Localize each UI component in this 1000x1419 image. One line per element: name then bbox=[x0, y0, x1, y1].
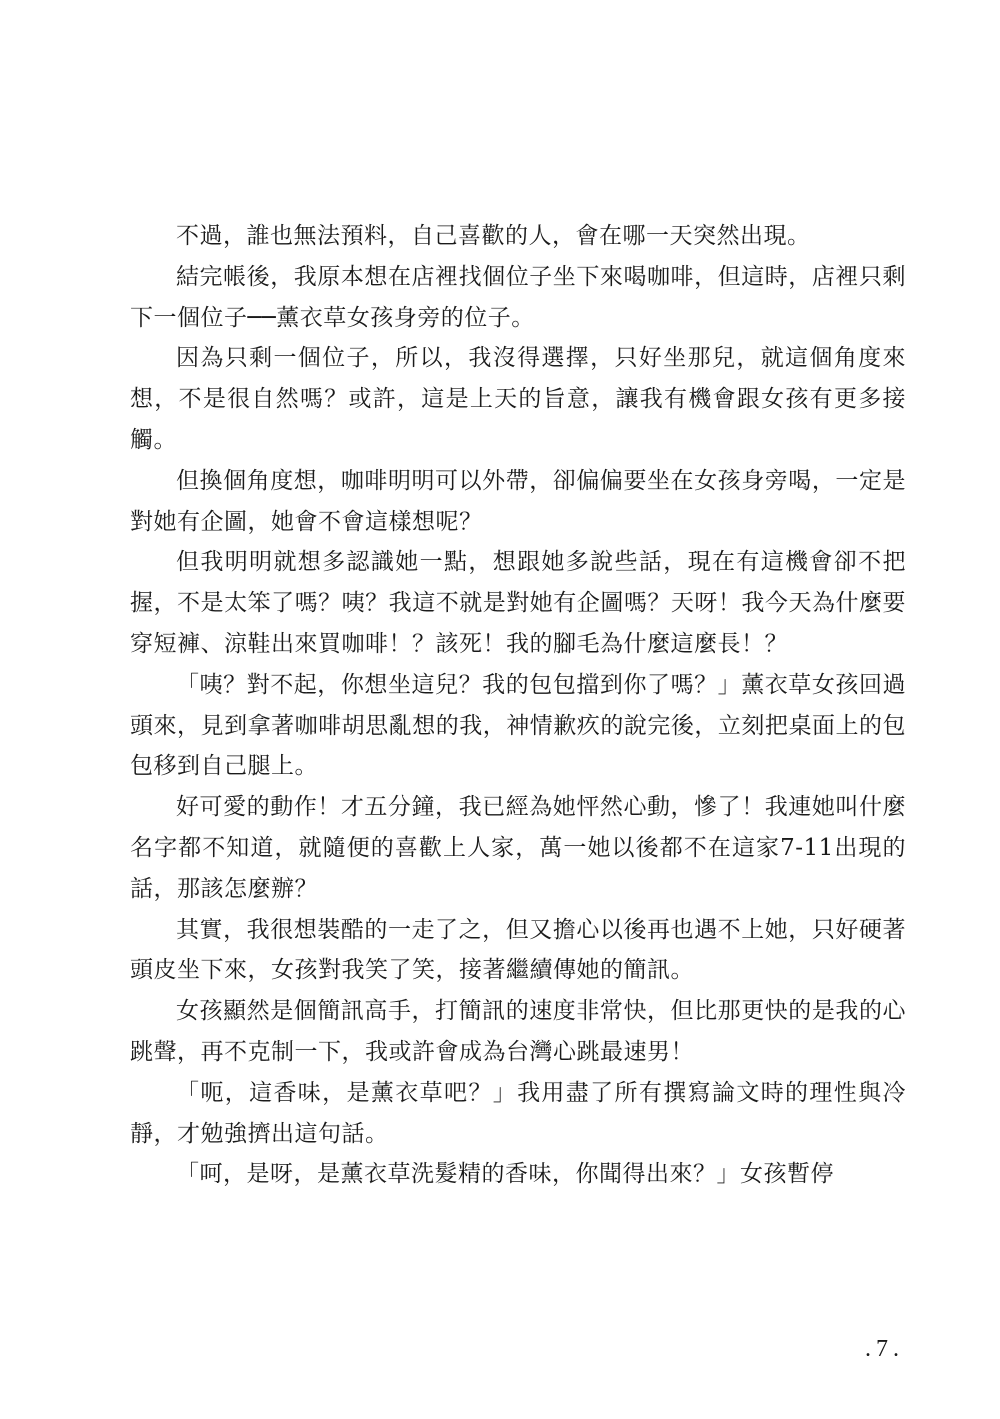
page-body bbox=[130, 216, 906, 1195]
paragraph: 「咦？對不起，你想坐這兒？我的包包擋到你了嗎？」薰衣草女孩回過頭來，見到拿著咖啡胡思亂想的我，神情歉疚的說完後，立刻把桌面上的包包移到自己腿上。 bbox=[130, 671, 906, 780]
paragraph: 其實，我很想裝酷的一走了之，但又擔心以後再也遇不上她，只好硬著頭皮坐下來，女孩對我笑了笑，接著繼續傳她的簡訊。 bbox=[130, 916, 906, 984]
paragraph: 因為只剩一個位子，所以，我沒得選擇，只好坐那兒，就這個角度來想，不是很自然嗎？或許，這是上天的旨意，讓我有機會跟女孩有更多接觸。 bbox=[130, 345, 906, 453]
paragraph: 「呵，是呀，是薰衣草洗髮精的香味，你聞得出來？」女孩暫停 bbox=[176, 1161, 834, 1188]
paragraph: 好可愛的動作！才五分鐘，我已經為她怦然心動，慘了！我連她叫什麼名字都不知道，就隨便的喜歡上人家，萬一她以後都不在這家7-11出現的話，那該怎麼辦？ bbox=[130, 794, 906, 902]
paragraph: 「呃，這香味，是薰衣草吧？」我用盡了所有撰寫論文時的理性與冷靜，才勉強擠出這句話。 bbox=[130, 1079, 906, 1147]
paragraph: 但換個角度想，咖啡明明可以外帶，卻偏偏要坐在女孩身旁喝，一定是對她有企圖，她會不會這樣想呢？ bbox=[130, 467, 906, 535]
paragraph: 但我明明就想多認識她一點，想跟她多說些話，現在有這機會卻不把握，不是太笨了嗎？咦？我這不就是對她有企圖嗎？天呀！我今天為什麼要穿短褲、涼鞋出來買咖啡！？該死！我的腳毛為什麼這麼長！？ bbox=[130, 549, 906, 657]
paragraph: 結完帳後，我原本想在店裡找個位子坐下來喝咖啡，但這時，店裡只剩下一個位子──薰衣草女孩身旁的位子。 bbox=[130, 263, 906, 331]
paragraph: 女孩顯然是個簡訊高手，打簡訊的速度非常快，但比那更快的是我的心跳聲，再不克制一下，我或許會成為台灣心跳最速男！ bbox=[130, 998, 906, 1065]
paragraph: 不過，誰也無法預料，自己喜歡的人，會在哪一天突然出現。 bbox=[176, 223, 811, 249]
page-number: .7. bbox=[865, 1336, 904, 1362]
